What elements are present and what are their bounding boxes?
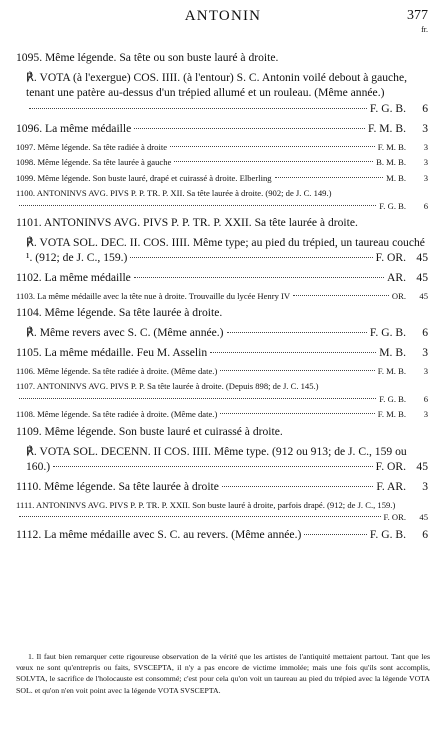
entry-price: 45 (419, 290, 428, 301)
entry-grade: F. G. B. (369, 101, 406, 115)
signature-mark: fr. (421, 25, 428, 34)
entry-grade: F. OR. (375, 251, 406, 265)
dot-leader (293, 295, 389, 296)
entry-price: 3 (422, 121, 428, 135)
entry-price: 6 (423, 393, 428, 404)
dot-leader (170, 146, 375, 147)
entry-price: 3 (423, 141, 428, 152)
catalogue-entry (16, 270, 430, 286)
entry-valuation-row (301, 527, 428, 543)
entry-grade: F. G. B. (369, 527, 406, 541)
catalogue-entry (16, 172, 430, 185)
entry-description: 1106. Même légende. Sa tête radiée à droite. (Même date.) (16, 365, 218, 376)
dot-leader (220, 413, 374, 414)
dot-leader (134, 277, 384, 278)
entry-description: 1111. ANTONINVS AVG. PIVS P. P. TR. P. XXII. Son buste lauré à droite, parfois drapé. (912; de J. C., 159.) (16, 499, 396, 510)
entry-valuation-row (16, 200, 428, 213)
entry-valuation-row (127, 250, 428, 266)
footnote: 1. Il faut bien remarquer cette rigoureuse observation de la vérité que les artistes de l'antiquité mettaient partout. Tant que les vœux ne sont qu'entrepris ou faits, SVSCEPTA, il n'y a pas encore de victime immolée; mais une fois qu'ils sont accomplis, SOLVTA, le sacrifice de l'holocauste est consommé; c'est pour cela qu'on voit un taureau au pied du trépied avec la légende VOTA SOL. et qu'on n'en voit point avec la légende VOTA SVSCEPTA. (16, 652, 430, 695)
entry-price: 6 (422, 326, 428, 340)
dot-leader (275, 177, 384, 178)
entry-price: 3 (423, 172, 428, 183)
entry-valuation-row (131, 270, 428, 286)
entry-valuation-row (131, 121, 428, 137)
entry-description: 1103. La même médaille avec la tête nue à droite. Trouvaille du lycée Henry IV (16, 290, 291, 301)
entry-description: 1101. ANTONINVS AVG. PIVS P. P. TR. P. XXII. Sa tête laurée à droite. (16, 216, 358, 230)
catalogue-entry (16, 215, 430, 231)
catalogue-entry (16, 141, 430, 154)
page-title: ANTONIN (184, 8, 262, 24)
entry-valuation-row (171, 156, 428, 169)
entry-description: 1098. Même légende. Sa tête laurée à gauche (16, 157, 172, 168)
entry-grade: M. B. (379, 346, 406, 360)
entry-price: 45 (416, 271, 428, 285)
entry-description: 1108. Même légende. Sa tête radiée à droite. (Même date.) (16, 409, 218, 420)
dot-leader (227, 332, 367, 333)
entry-valuation-row (219, 479, 428, 495)
dot-leader (220, 370, 374, 371)
catalogue-entry (16, 444, 430, 475)
catalogue-entry (16, 70, 430, 117)
entry-description: 1109. Même légende. Son buste lauré et cuirassé à droite. (16, 424, 283, 438)
catalogue-entry (16, 345, 430, 361)
entry-price: 45 (416, 460, 428, 474)
dot-leader (19, 516, 381, 517)
dot-leader (304, 534, 367, 535)
catalogue-entry (16, 325, 430, 341)
entry-description: 1107. ANTONINVS AVG. PIVS P. P. Sa tête laurée à droite. (Depuis 898; de J. C. 145.) (16, 381, 319, 392)
entry-description: ℟. VOTA (à l'exergue) COS. IIII. (à l'entour) S. C. Antonin voilé debout à gauche, tenant une patère au-dessus d'un trépied allumé et un rouleau. (Même année.) (26, 70, 408, 100)
entry-price: 3 (422, 479, 428, 493)
catalogue-entry (16, 187, 430, 212)
page-number: 377 (407, 8, 428, 23)
dot-leader (130, 257, 372, 258)
catalogue-entry (16, 408, 430, 421)
entry-description: ℟. Même revers avec S. C. (Même année.) (26, 326, 224, 340)
entry-price: 45 (416, 251, 428, 265)
entry-description: 1102. La même médaille (16, 271, 131, 285)
dot-leader (222, 486, 373, 487)
entry-description: 1104. Même légende. Sa tête laurée à droite. (16, 306, 223, 320)
entry-valuation-row (16, 511, 428, 524)
dot-leader (210, 352, 376, 353)
dot-leader (174, 161, 373, 162)
dot-leader (19, 398, 376, 399)
catalogue-entry (16, 479, 430, 495)
entry-price: 3 (422, 346, 428, 360)
dot-leader (53, 466, 373, 467)
page-header (0, 8, 446, 48)
entry-description: 1105. La même médaille. Feu M. Asselin (16, 346, 208, 360)
entry-grade: F. M. B. (367, 121, 406, 135)
entry-price: 45 (419, 512, 428, 523)
entry-grade: F. AR. (376, 479, 406, 493)
entry-valuation-row (26, 101, 428, 117)
entry-grade: AR. (386, 271, 406, 285)
dot-leader (29, 108, 367, 109)
entry-valuation-row (167, 141, 428, 154)
entry-description: 1099. Même légende. Son buste lauré, drapé et cuirassé à droite. Elberling (16, 172, 272, 183)
catalogue-entry (16, 424, 430, 440)
catalogue-entry (16, 365, 430, 378)
entry-valuation-row (224, 325, 428, 341)
entry-description: 1110. Même légende. Sa tête laurée à droite (16, 479, 219, 493)
entry-grade: OR. (391, 290, 406, 301)
entry-description: ℟. VOTA SOL. DECENN. II COS. IIII. Même type. (912 ou 913; de J. C., 159 ou 160.) (26, 444, 407, 474)
entry-grade: F. OR. (383, 512, 406, 523)
catalogue-entry (16, 121, 430, 137)
entry-price: 6 (422, 527, 428, 541)
entry-valuation-row (50, 459, 428, 475)
entry-grade: B. M. B. (376, 157, 406, 168)
catalogue-entry (16, 305, 430, 321)
entry-grade: F. M. B. (377, 409, 406, 420)
entry-grade: F. G. B. (379, 200, 406, 211)
catalogue-entry (16, 156, 430, 169)
entry-grade: M. B. (386, 172, 406, 183)
catalogue-entry (16, 380, 430, 405)
entry-grade: F. G. B. (369, 326, 406, 340)
catalogue-entry (16, 290, 430, 303)
catalogue-entry (16, 527, 430, 543)
entry-price: 3 (423, 409, 428, 420)
entry-grade: F. M. B. (377, 141, 406, 152)
entry-description: 1097. Même légende. Sa tête radiée à droite (16, 141, 168, 152)
entry-description: 1095. Même légende. Sa tête ou son buste lauré à droite. (16, 51, 279, 64)
catalogue-entries (16, 50, 430, 547)
dot-leader (134, 128, 365, 129)
entry-price: 6 (423, 200, 428, 211)
entry-valuation-row (217, 365, 428, 378)
entry-valuation-row (290, 290, 428, 303)
entry-valuation-row (16, 393, 428, 406)
entry-valuation-row (207, 345, 428, 361)
entry-description: 1096. La même médaille (16, 121, 132, 135)
entry-valuation-row (272, 172, 428, 185)
catalogue-entry (16, 235, 430, 266)
entry-description: ℟. VOTA SOL. DEC. II. COS. IIII. Même type; au pied du trépied, un taureau couché ¹. (912; de J. C., 159.) (26, 235, 425, 265)
entry-grade: F. OR. (375, 460, 406, 474)
catalogue-entry (16, 50, 430, 66)
catalogue-entry (16, 499, 430, 524)
entry-grade: F. G. B. (379, 393, 406, 404)
entry-price: 3 (423, 157, 428, 168)
entry-description: 1112. La même médaille avec S. C. au revers. (Même année.) (16, 527, 302, 541)
dot-leader (19, 205, 376, 206)
entry-price: 3 (423, 365, 428, 376)
entry-grade: F. M. B. (377, 365, 406, 376)
entry-price: 6 (422, 101, 428, 115)
entry-valuation-row (217, 408, 428, 421)
entry-description: 1100. ANTONINVS AVG. PIVS P. P. TR. P. XII. Sa tête laurée à droite. (902; de J. C. 149.) (16, 188, 332, 199)
